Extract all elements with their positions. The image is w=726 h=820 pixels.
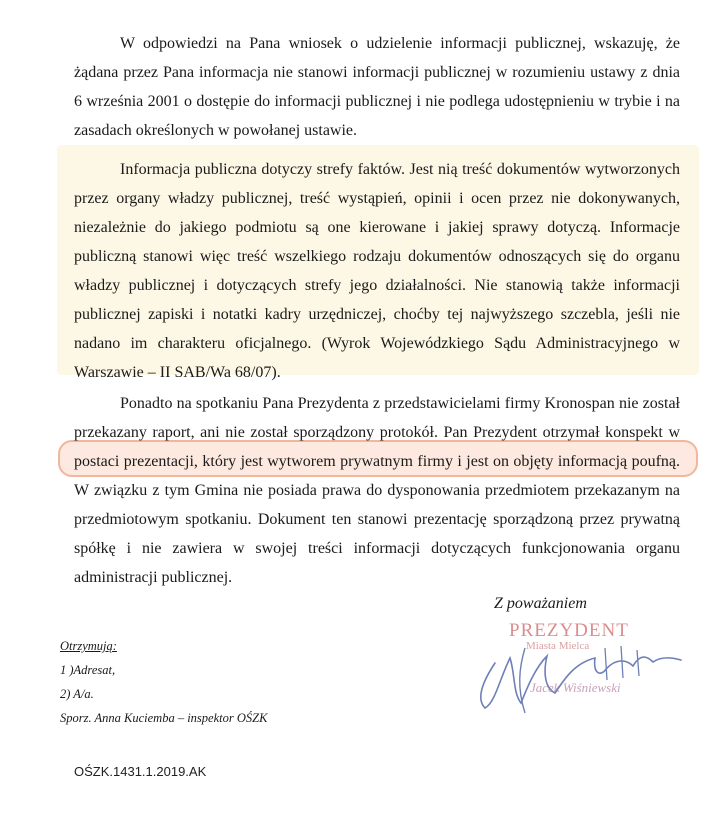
stamp-city: Miasta Mielca [526,640,590,652]
stamp-title: PREZYDENT [509,620,629,641]
letter-paragraph-1: W odpowiedzi na Pana wniosek o udzielenie informacji publicznej, wskazuję, że żądana przez Pana informacja nie stanowi informacji publicznej w rozumieniu ustawy z dnia 6 września 2001 o dostępie do informacji publicznej i nie podlega udostępnieniu w trybie i na zasadach określonych w powołanej ustawie. [74,35,680,139]
recipients-block [60,634,267,730]
handwritten-signature [455,618,695,718]
recipients-heading: Otrzymują: [60,639,117,653]
signature-stroke-tails [605,646,639,680]
signoff: Z poważaniem [494,595,587,612]
signature-stroke-main [481,656,681,708]
recipient-item: 2) A/a. [60,687,94,701]
recipient-item: 1 )Adresat, [60,663,116,677]
prepared-by: Sporz. Anna Kuciemba – inspektor OŚZK [60,711,268,725]
letter-paragraph-2: Informacja publiczna dotyczy strefy faktów. Jest nią treść dokumentów wytworzonych przez organy władzy publicznej, treść wystąpień, opinii i ocen przez nie dokonywanych, niezależnie do jakiego podmiotu są one kierowane i jakiej sprawy dotyczą. Informacje publiczną stanowi więc treść wszelkiego rodzaju dokumentów odnoszących się do organu władzy publicznej i dotyczących strefy jego działalności. Nie stanowią także informacji publicznej zapiski i notatki kadry urzędniczej, choćby tej najwyższego szczebla, jeśli nie nadano im charakteru oficjalnego. (Wyrok Wojewódzkiego Sądu Administracyjnego w Warszawie – II SAB/Wa 68/07). [74,161,680,381]
stamp-name: Jacek Wiśniewski [530,680,621,695]
reference-number: OŚZK.1431.1.2019.AK [74,764,207,779]
letter-paragraph-3: Ponadto na spotkaniu Pana Prezydenta z przedstawicielami firmy Kronospan nie został przekazany raport, ani nie został sporządzony protokół. Pan Prezydent otrzymał konspekt w postaci prezentacji, który jest wytworem prywatnym firmy i jest on objęty informacją poufną. W związku z tym Gmina nie posiada prawa do dysponowania przedmiotem przekazanym na przedmiotowym spotkaniu. Dokument ten stanowi prezentację sporządzoną przez prywatną spółkę i nie zawiera w swojej treści informacji dotyczących funkcjonowania organu administracji publicznej. [74,395,680,586]
